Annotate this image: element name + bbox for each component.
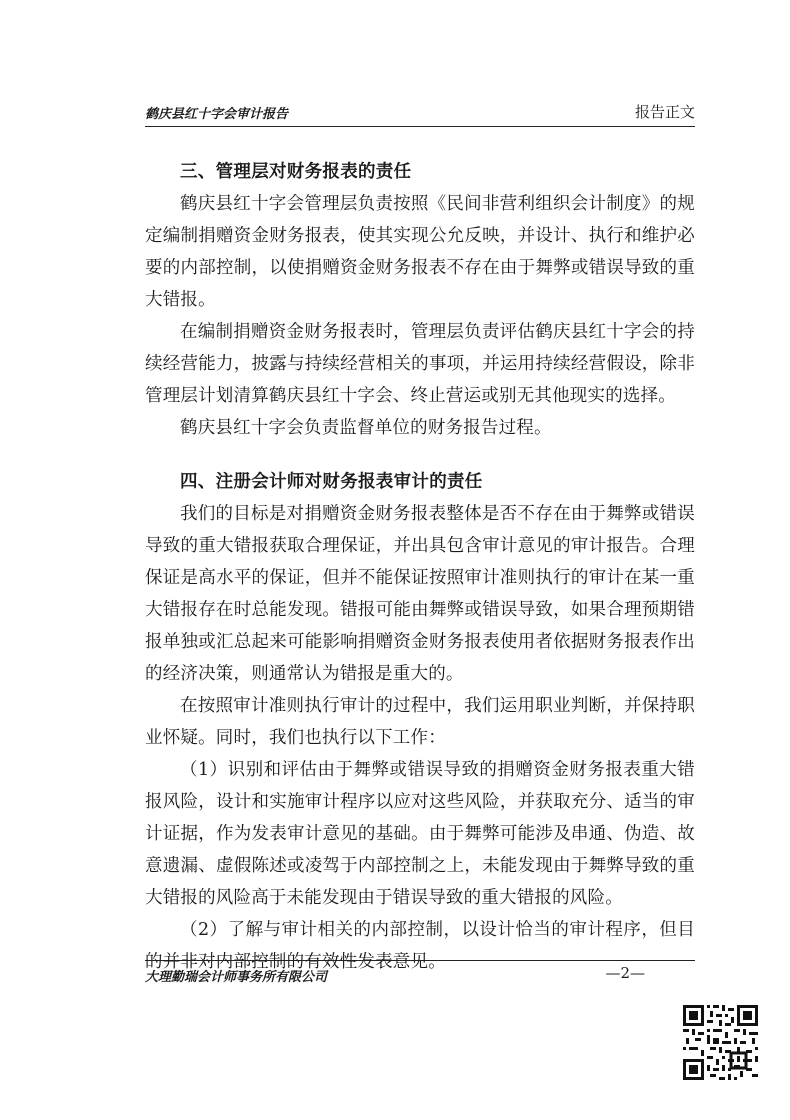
paragraph: 鹤庆县红十字会管理层负责按照《民间非营利组织会计制度》的规定编制捐赠资金财务报表，使其实现公允反映，并设计、执行和维护必要的内部控制，以使捐赠资金财务报表不存在由于舞弊或错误导致的重大错报。	[145, 194, 695, 310]
section-heading-auditor: 四、注册会计师对财务报表审计的责任	[180, 472, 483, 492]
section-label: 报告正文	[634, 103, 695, 121]
paragraph: 在按照审计准则执行审计的过程中，我们运用职业判断，并保持职业怀疑。同时，我们也执行以下工作：	[145, 696, 695, 748]
page-header	[145, 100, 695, 127]
firm-name: 大理勤瑞会计师事务所有限公司	[145, 970, 328, 985]
paragraph: 我们的目标是对捐赠资金财务报表整体是否不存在由于舞弊或错误导致的重大错报获取合理保证，并出具包含审计意见的审计报告。合理保证是高水平的保证，但并不能保证按照审计准则执行的审计在某一重大错报存在时总能发现。错报可能由舞弊或错误导致，如果合理预期错报单独或汇总起来可能影响捐赠资金财务报表使用者依据财务报表作出的经济决策，则通常认为错报是重大的。	[145, 504, 695, 684]
report-body	[145, 156, 695, 978]
report-title: 鹤庆县红十字会审计报告	[145, 107, 289, 122]
paragraph: （1）识别和评估由于舞弊或错误导致的捐赠资金财务报表重大错报风险，设计和实施审计程序以应对这些风险，并获取充分、适当的审计证据，作为发表审计意见的基础。由于舞弊可能涉及串通、伪造、故意遗漏、虚假陈述或凌驾于内部控制之上，未能发现由于舞弊导致的重大错报的风险高于未能发现由于错误导致的重大错报的风险。	[145, 760, 695, 908]
paragraph: （2）了解与审计相关的内部控制，以设计恰当的审计程序，但目的并非对内部控制的有效性发表意见。	[145, 920, 695, 972]
paragraph: 鹤庆县红十字会负责监督单位的财务报告过程。	[180, 418, 552, 438]
page-number: —2—	[605, 964, 645, 982]
page-footer	[145, 960, 695, 987]
paragraph: 在编制捐赠资金财务报表时，管理层负责评估鹤庆县红十字会的持续经营能力，披露与持续经营相关的事项，并运用持续经营假设，除非管理层计划清算鹤庆县红十字会、终止营运或别无其他现实的选择。	[145, 322, 695, 406]
section-heading-management: 三、管理层对财务报表的责任	[180, 162, 412, 182]
qr-code-icon	[683, 1005, 758, 1080]
